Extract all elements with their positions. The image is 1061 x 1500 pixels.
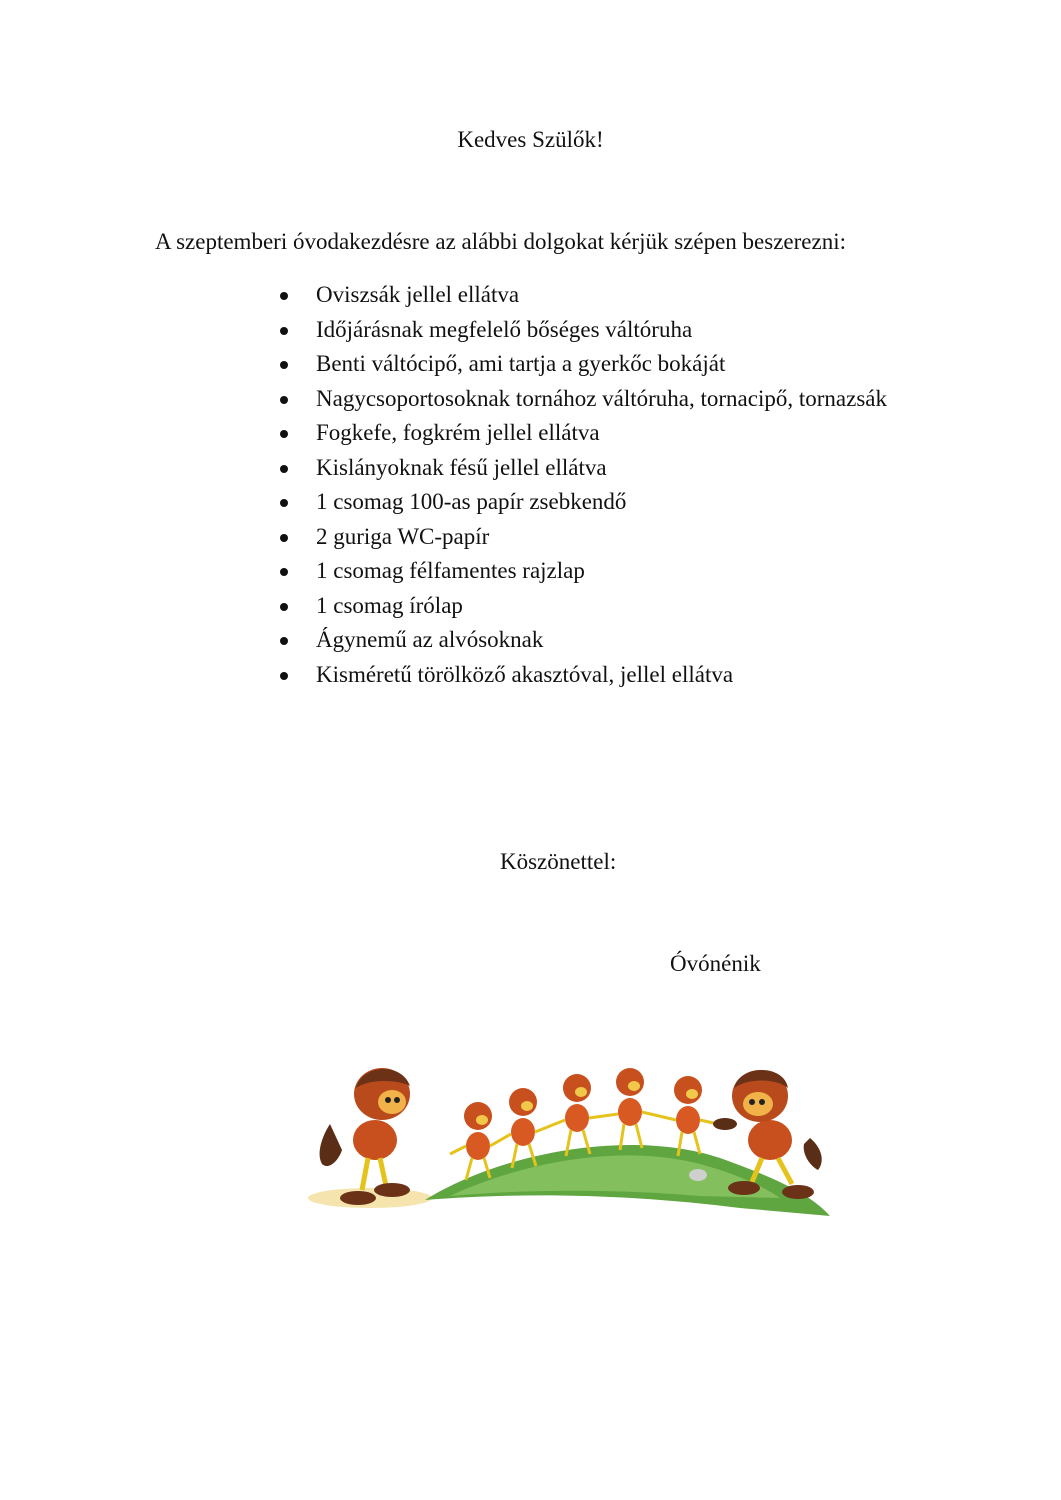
list-item [280,554,900,589]
list-item [280,485,900,520]
bullet-icon [280,430,288,438]
list-item [280,278,900,313]
list-item [280,589,900,624]
list-item-text: Kislányoknak fésű jellel ellátva [316,454,607,480]
list-item-text: 1 csomag félfamentes rajzlap [316,558,585,583]
list-item [280,416,900,451]
bullet-icon [280,568,288,576]
bullet-icon [280,603,288,611]
list-item [280,382,900,417]
list-item-text: Ágynemű az alvósoknak [316,627,544,652]
bullet-icon [280,292,288,300]
bullet-icon [280,672,288,680]
bullet-icon [280,465,288,473]
intro-text: A szeptemberi óvodakezdésre az alábbi dolgokat kérjük szépen beszerezni: [155,229,846,254]
bullet-icon [280,637,288,645]
list-item-text: Nagycsoportosoknak tornához váltóruha, tornacipő, tornazsák [316,385,887,411]
list-item-text: Oviszsák jellel ellátva [316,282,520,307]
list-item [280,347,900,382]
list-item-text: 1 csomag 100-as papír zsebkendő [316,489,627,514]
bullet-icon [280,361,288,369]
list-item-text: Kisméretű törölköző akasztóval, jellel ellátva [316,661,734,687]
chestnut-figures-illustration [300,1058,835,1223]
bullet-icon [280,534,288,542]
list-item [280,451,900,486]
list-item [280,658,900,693]
list-item-text: 1 csomag írólap [316,592,463,618]
signature: Óvónénik [670,951,761,976]
supply-list [280,278,900,692]
greeting: Kedves Szülők! [457,127,604,152]
list-item [280,313,900,348]
list-item-text: Fogkefe, fogkrém jellel ellátva [316,420,600,445]
bullet-icon [280,499,288,507]
list-item-text: Benti váltócipő, ami tartja a gyerkőc bokáját [316,351,726,376]
bullet-icon [280,396,288,404]
closing-text: Köszönettel: [500,849,617,874]
bullet-icon [280,327,288,335]
list-item [280,623,900,658]
list-item [280,520,900,555]
list-item-text: Időjárásnak megfelelő bőséges váltóruha [316,316,693,342]
list-item-text: 2 guriga WC-papír [316,523,490,549]
